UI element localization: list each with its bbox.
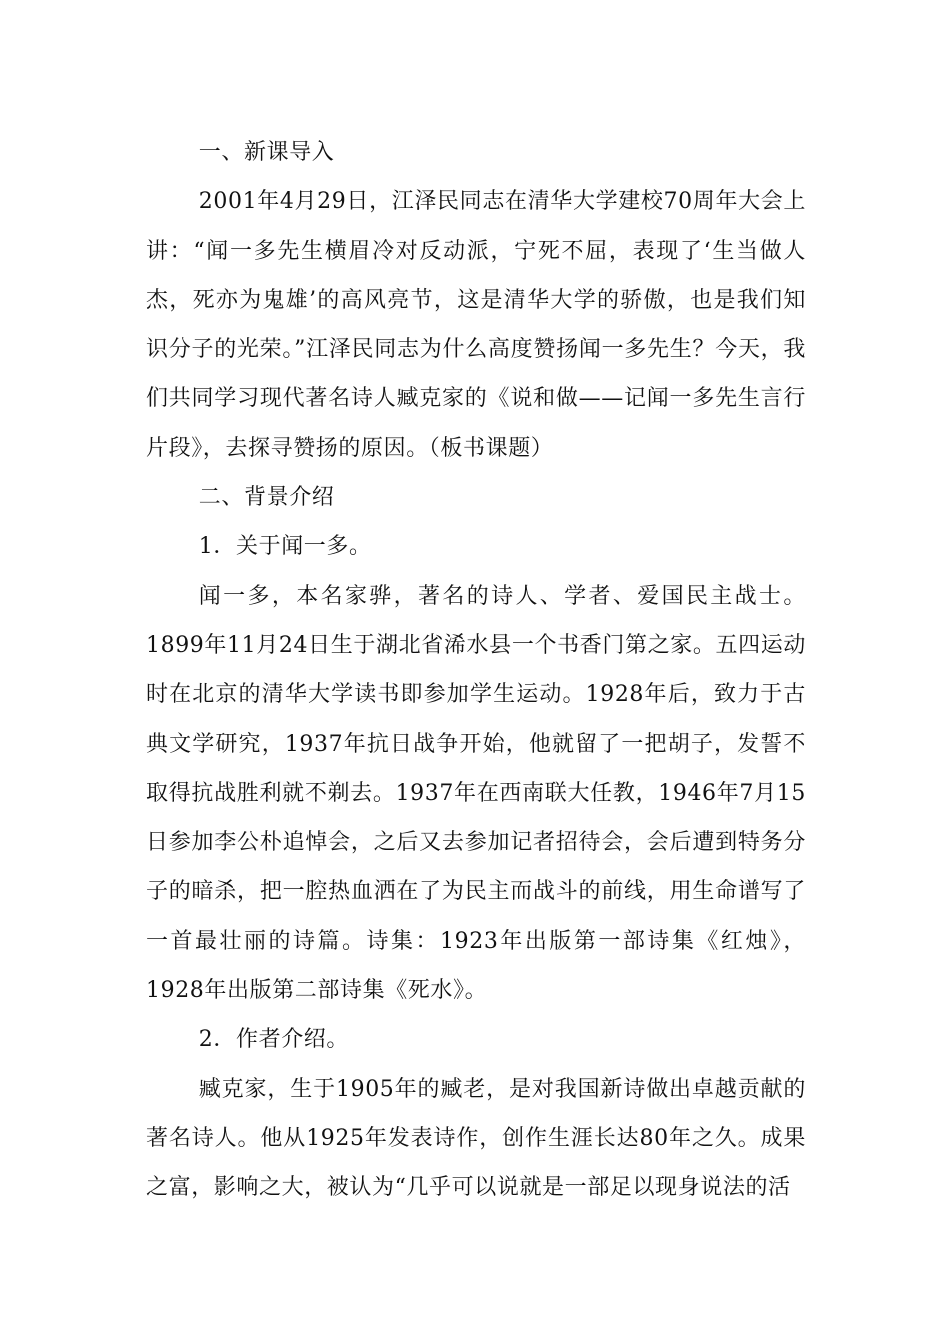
heading-new-lesson-intro: 一、新课导入 xyxy=(198,140,335,165)
subheading-author-intro: 2．作者介绍。 xyxy=(198,1027,349,1053)
paragraph-author-bio: 臧克家，生于1905年的臧老，是对我国新诗做出卓越贡献的著名诗人。他从1925年发表诗作，创作生涯长达80年之久。成果之富，影响之大，被认为“几乎可以说就是一部足以现身说法的活 xyxy=(146,1076,806,1201)
paragraph-wen-yiduo-bio: 闻一多，本名家骅，著名的诗人、学者、爱国民主战士。1899年11月24日生于湖北省浠水县一个书香门第之家。五四运动时在北京的清华大学读书即参加学生运动。1928年后，致力于古典文学研究，1937年抗日战争开始，他就留了一把胡子，发誓不取得抗战胜利就不剃去。1937年在西南联大任教，1946年7月15日参加李公朴追悼会，之后又去参加记者招待会，会后遭到特务分子的暗杀，把一腔热血洒在了为民主而战斗的前线，用生命谱写了一首最壮丽的诗篇。诗集：1923年出版第一部诗集《红烛》，1928年出版第二部诗集《死水》。 xyxy=(146,583,806,1004)
subheading-about-wen-yiduo: 1．关于闻一多。 xyxy=(198,534,372,560)
paragraph-intro-quote: 2001年4月29日，江泽民同志在清华大学建校70周年大会上讲：“闻一多先生横眉冷对反动派，宁死不屈，表现了‘生当做人杰，死亦为鬼雄’的高风亮节，这是清华大学的骄傲，也是我们知识分子的光荣。”江泽民同志为什么高度赞扬闻一多先生？今天，我们共同学习现代著名诗人臧克家的《说和做——记闻一多先生言行片段》，去探寻赞扬的原因。（板书课题） xyxy=(146,189,806,461)
heading-background: 二、背景介绍 xyxy=(198,485,335,511)
document-body xyxy=(146,128,806,1213)
